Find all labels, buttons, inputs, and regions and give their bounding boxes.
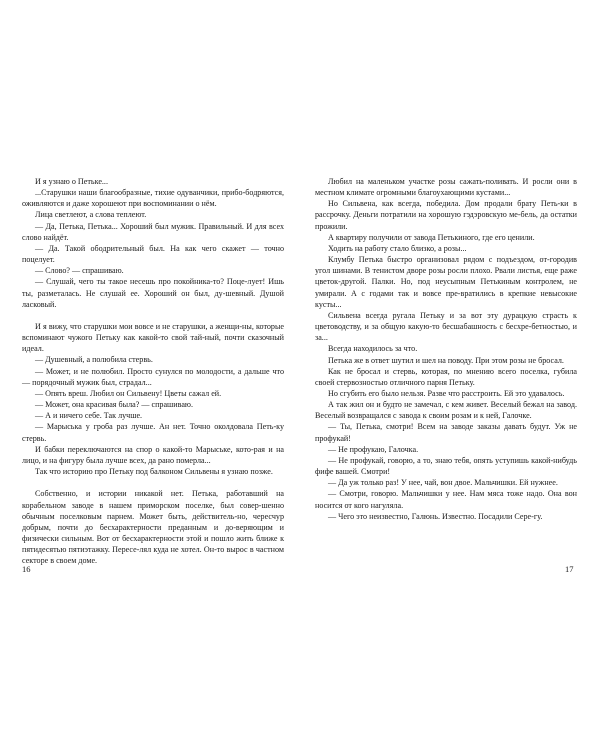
paragraph: Сильвена всегда ругала Петьку и за вот эту дурацкую страсть к цветоводству, и за общую какую-то бесшабашность с бесхре-бетностью, и за... [315,310,577,343]
paragraph: Лица светлеют, а слова теплеют. [35,210,147,220]
paragraph: И я узнаю о Петьке... [35,177,108,186]
right-page-number: 17 [565,564,574,574]
paragraph: И бабки переключаются на спор о какой-то Марыське, кото-рая и на лицо, и на фигуру была лучше всех, да рано померла... [22,444,284,465]
paragraph: ...Старушки наши благообразные, тихие одуванчики, прибо-бодряются, оживляются и даже хорошеют при воспоминании о нём. [22,188,284,209]
left-page-text [22,176,284,566]
paragraph: — Слушай, чего ты такое несешь про покойника-то? Поце-лует! Ишь ты, разметалась. Не слушай ее. Хороший он был, ду-шевный. Душой ласковый. [22,277,284,309]
paragraph: — Смотри, говорю. Мальчишки у нее. Нам мяса тоже надо. Она вон носится от кого нагуляла. [315,489,577,510]
paragraph: Клумбу Петька быстро организовал рядом с подъездом, от-городив угол шинами. В тенистом дворе розы росли плохо. Рвали листья, еще раже цветок-другой. Палки. Но, под неусыпным Петькиным контролем, не умирали. А с годами так и вовсе пре-вратились в крепкие невысокие кусты... [315,255,577,309]
paragraph: Ходить на работу стало близко, а розы... [328,243,467,253]
paragraph: Как не бросал и стервь, которая, по мнению всего поселка, губила своей стервозностью отличного парня Петьку. [315,366,577,387]
paragraph: — Не профукаю, Галочка. [328,444,419,454]
paragraph: — Ты, Петька, смотри! Всем на заводе заказы давать будут. Уж не профукай! [315,422,577,443]
paragraph: — Марыська у гроба раз лучше. Ан нет. Точно околдовала Петь-ку стервь. [22,422,284,443]
paragraph: Любил на маленьком участке розы сажать-поливать. И росли они в местном климате огромными благоухающими кустами... [315,177,577,198]
paragraph: — Да. Такой ободрительный был. На как чего скажет — точно поцелует. [22,243,284,265]
paragraph: Петька же в ответ шутил и шел на поводу. При этом розы не бросал. [328,355,564,365]
paragraph: А так жил он и будто не замечал, с кем живет. Веселый бежал на завод. Веселый возвращался с завода к своим розам и к ней, Галочке. [315,400,577,421]
paragraph: Так что историю про Петьку под балконом Сильвены я узнаю позже. [35,467,273,477]
paragraph: — Чего это неизвестно, Галюнь. Известно. Посадили Сере-гу. [328,511,543,521]
paragraph: — Может, она красивая была? — спрашиваю. [35,400,193,410]
left-page-number: 16 [22,564,31,574]
paragraph: Собственно, и истории никакой нет. Петька, работавший на корабельном заводе в нашем приморском поселке, был совер-шенно обычным поселковым парнем. Может быть, действитель-но, чересчур добрым, почти до бесхарактерности преданным и до-веряющим и физически сильным. Вот от бесхарактерности этой и пошло жить ближе к пятидесятью пятиэтажку. Пересе-лял куда не хотел. Он-то вырос в частном секторе в своем доме. [22,489,284,566]
paragraph: Но Сильвена, как всегда, победила. Дом продали брату Петь-ки в рассрочку. Деньги потратили на хорошую гэдэровскую ме-бель, да остатки прожили. [315,199,577,231]
paragraph: — Да, Петька, Петька... Хороший был мужик. Правильный. И для всех слово найдёт. [22,221,284,242]
paragraph: Всегда находилось за что. [328,344,418,354]
paragraph: — Может, и не полюбил. Просто сунулся по молодости, а дальше что — порядочный мужик был, страдал... [22,366,284,387]
paragraph: И я вижу, что старушки мои вовсе и не старушки, а женщи-ны, которые вспоминают чужого Петьку как какой-то свой тай-ный, почти сказочный идеал. [22,322,284,354]
paragraph: — Не профукай, говорю, а то, знаю тебя, опять уступишь какой-нибудь фифе вашей. Смотри! [315,455,577,477]
paragraph: А квартиру получили от завода Петькиного, где его ценили. [328,232,535,242]
paragraph: — Душевный, а полюбила стервь. [35,355,153,365]
right-page-text [315,176,577,522]
paragraph: — Слово? — спрашиваю. [35,266,124,276]
paragraph: Но сгубить его было нельзя. Разве что расстроить. Ей это удавалось. [328,388,565,398]
paragraph: — А и ничего себе. Так лучше. [35,411,143,421]
paragraph: — Да уж только раз! У нее, чай, вон двое. Мальчишки. Ей нужнее. [328,478,558,488]
paragraph: — Опять вреш. Любил он Сильвену! Цветы сажал ей. [35,388,222,398]
